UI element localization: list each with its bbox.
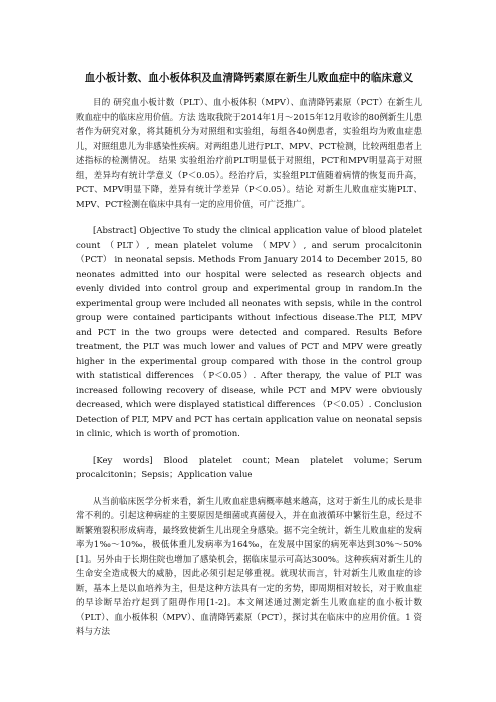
introduction-paragraph: 从当前临床医学分析来看，新生儿败血症患病概率越来越高，这对于新生儿的成长是非常不利的。引起这种病症的主要原因是细菌或真菌侵入，并在血液循环中繁衍生息，经过不断繁殖裂积形成病毒，最终致使新生儿出现全身感染。据不完全统计，新生儿败血症的发病率为1‰～10‰，极低体重儿发病率为164‰，在发展中国家的病死率达到30%～50%[1]。另外由于长期住院也增加了感染机会，据临床显示可高达300%。这种疾病对新生儿的生命安全造成极大的威胁，因此必须引起足够重视。就现状而言，针对新生儿败血症的诊断，基本上是以血培养为主，但是这种方法具有一定的劣势，即周期相对较长，对于败血症的早诊断早治疗起到了阻碍作用[1-2]。本文阐述通过测定新生儿败血症的血小板计数（PLT）、血小板体积（MPV）、血清降钙素原（PCT），探讨其在临床中的应用价值。1 资料与方法 bbox=[76, 496, 422, 637]
english-abstract: [Abstract] Objective To study the clinical application value of blood platelet count （PLT）, mean platelet volume （MPV）, and serum procalcitonin （PCT） in neonatal sepsis. Methods From January 2014 to December 2015, 80 neonates admitted into our hospital were selected as research objects and evenly divided into control group and experimental group in random.In the experimental group were included all neonates with sepsis, while in the control group were contained participants without infectious disease.The PLT, MPV and PCT in the two groups were detected and compared. Results Before treatment, the PLT was much lower and values of PCT and MPV were greatly higher in the experimental group compared with those in the control group with statistical differences （P＜0.05）. After therapy, the value of PLT was increased following recovery of disease, while PCT and MPV were obviously decreased, which were displayed statistical differences （P＜0.05）. Conclusion Detection of PLT, MPV and PCT has certain application value on neonatal sepsis in clinic, which is worth of promotion. bbox=[76, 226, 422, 439]
english-keywords: [Key words] Blood platelet count；Mean platelet volume；Serum procalcitonin；Sepsis；Application value bbox=[76, 455, 422, 480]
chinese-abstract: 目的 研究血小板计数（PLT）、血小板体积（MPV）、血清降钙素原（PCT）在新生儿败血症中的临床应用价值。方法 选取我院于2014年1月～2015年12月收诊的80例新生儿患者作为研究对象，将其随机分为对照组和实验组，每组各40例患者，实验组均为败血症患儿，对照组患儿为非感染性疾病。对两组患儿进行PLT、MPV、PCT检测，比较两组患者上述指标的检测情况。 结果 实验组治疗前PLT明显低于对照组，PCT和MPV明显高于对照组，差异均有统计学意义（P＜0.05）。经治疗后，实验组PLT值随着病情的恢复而升高，PCT、MPV明显下降，差异有统计学差异（P＜0.05）。结论 对新生儿败血症实施PLT、MPV、PCT检测在临床中具有一定的应用价值，可广泛推广。 bbox=[76, 98, 422, 210]
document-title: 血小板计数、血小板体积及血清降钙素原在新生儿败血症中的临床意义 bbox=[84, 72, 414, 84]
